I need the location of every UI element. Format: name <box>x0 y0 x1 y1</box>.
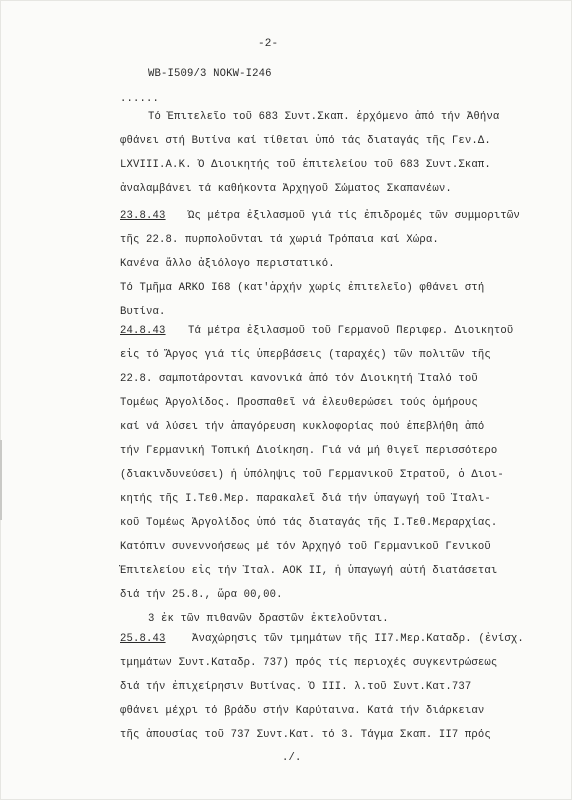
body-line: Τό Τμῆμα ARKO I68 (κατ'ἀρχήν χωρίς ἐπιτελεῖο) φθάνει στή <box>120 282 485 294</box>
body-line: τῆς 22.8. πυρπολοῦνται τά χωριά Τρόπαια καί Χώρα. <box>120 234 439 246</box>
body-line: τῆς ἀπουσίας τοῦ 737 Συντ.Κατ. τό 3. Τάγμα Σκαπ. II7 πρός <box>120 729 491 741</box>
body-line: LXVIII.A.K. Ὁ Διοικητής τοῦ ἐπιτελείου τοῦ 683 Συντ.Σκαπ. <box>120 159 491 171</box>
entry-date: 23.8.43 <box>120 210 166 222</box>
body-line: Ἐπιτελείου εἰς τήν Ἰταλ. AOK II, ἡ ὑπαγωγή αὐτή διατάσεται <box>120 565 498 577</box>
body-line: καί νά λύσει τήν ἀπαγόρευση κυκλοφορίας πού ἐπεβλήθη ἀπό <box>120 421 485 433</box>
body-line: ἀναλαμβάνει τά καθήκοντα Ἀρχηγοῦ Σώματος Σκαπανέων. <box>120 183 452 195</box>
body-line: Κατόπιν συνεννοήσεως μέ τόν Ἀρχηγό τοῦ Γερμανικοῦ Γενικοῦ <box>120 541 491 553</box>
page-number: -2- <box>258 38 279 50</box>
body-line: διά τήν ἐπιχείρησιν Βυτίνας. Ὁ III. λ.τοῦ Συντ.Κατ.737 <box>120 681 472 693</box>
body-line: διά τήν 25.8., ὥρα 00,00. <box>120 589 283 601</box>
body-line: κητής τῆς I.Τεθ.Μερ. παρακαλεῖ διά τήν ὑπαγωγή τοῦ Ἰταλι- <box>120 493 491 505</box>
body-line: Τά μέτρα ἐξιλασμοῦ τοῦ Γερμανοῦ Περιφερ. Διοικητοῦ <box>188 325 514 337</box>
body-line: κοῦ Τομέως Ἀργολίδος ὑπό τάς διαταγάς τῆς I.Τεθ.Μεραρχίας. <box>120 517 498 529</box>
body-line: τήν Γερμανική Τοπική Διοίκηση. Γιά νά μή θιγεῖ περισσότερο <box>120 445 498 457</box>
body-line: Βυτίνα. <box>120 306 166 318</box>
body-line: 22.8. σαμποτάρονται κανονικά ἀπό τόν Διοικητή Ἰταλό τοῦ <box>120 373 478 385</box>
body-line: Τομέως Ἀργολίδος. Προσπαθεῖ νά ἐλευθερώσει τούς ὁμήρους <box>120 397 478 409</box>
entry-date: 25.8.43 <box>120 633 166 645</box>
body-line: φθάνει στή Βυτίνα καί τίθεται ὑπό τάς διαταγάς τῆς Γεν.Δ. <box>120 135 491 147</box>
body-line: τμημάτων Συντ.Καταδρ. 737) πρός τίς περιοχές συγκεντρώσεως <box>120 657 498 669</box>
body-line: Τό Ἐπιτελεῖο τοῦ 683 Συντ.Σκαπ. ἐρχόμενο ἀπό τήν Ἀθήνα <box>148 111 500 123</box>
continuation-mark: ./. <box>282 752 302 764</box>
body-line: (διακινδυνεύσει) ἡ ὑπόληψις τοῦ Γερμανικοῦ Στρατοῦ, ὁ Διοι- <box>120 469 504 481</box>
body-line: Ἀναχώρησις τῶν τμημάτων τῆς II7.Μερ.Καταδρ. (ἐνίσχ. <box>192 633 524 645</box>
body-line: εἰς τό Ἄργος γιά τίς ὑπερβάσεις (ταραχές) τῶν πολιτῶν τῆς <box>120 349 491 361</box>
page-edge-shadow <box>0 440 2 520</box>
body-line: Ὡς μέτρα ἐξιλασμοῦ γιά τίς ἐπιδρομές τῶν συμμοριτῶν <box>188 210 520 222</box>
body-line: 3 ἐκ τῶν πιθανῶν δραστῶν ἐκτελοῦνται. <box>148 613 389 625</box>
ellipsis: ...... <box>120 93 160 105</box>
entry-date: 24.8.43 <box>120 325 166 337</box>
document-reference: WB-I509/3 NOKW-I246 <box>148 68 272 80</box>
body-line: Κανένα ἄλλο ἀξιόλογο περιστατικό. <box>120 258 335 270</box>
body-line: φθάνει μέχρι τό βράδυ στήν Καρύταινα. Κατά τήν διάρκειαν <box>120 705 485 717</box>
